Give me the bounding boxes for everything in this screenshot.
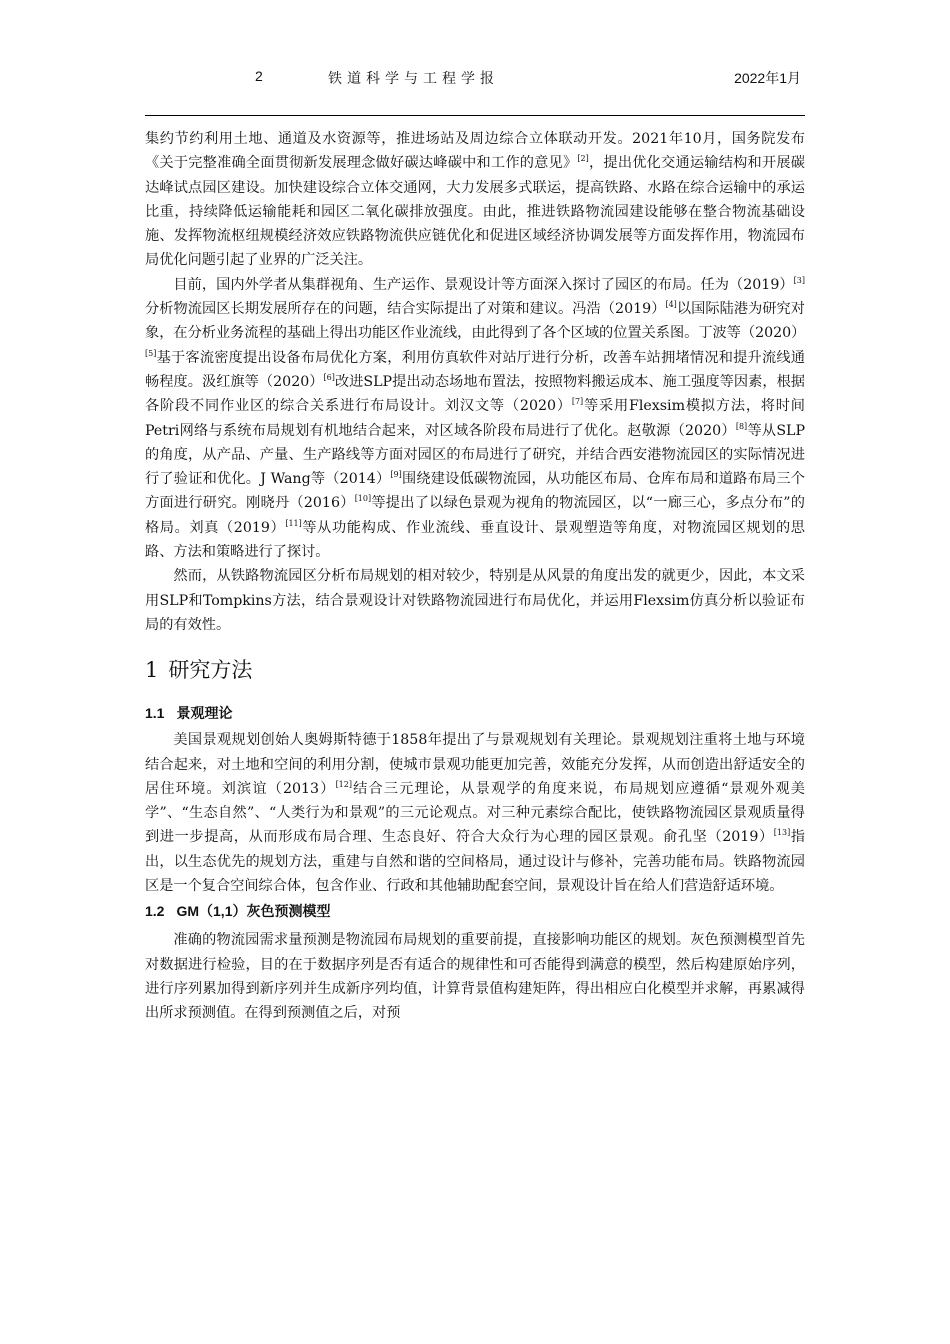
- running-header: [145, 64, 805, 90]
- intro-p2-text-j: 等从功能构成、作业流线、垂直设计、景观塑造等角度，对物流园区规划的思路、方法和策略进行了探讨。: [145, 519, 805, 561]
- intro-p2-text-c: 以国际陆港为研究对象，在分析业务流程的基础上得出功能区作业流线，由此得到了各个区域的位置关系图。丁波等（2020）: [145, 301, 806, 342]
- citation-5: [5]: [145, 348, 157, 358]
- intro-p2-text-a: 目前，国内外学者从集群视角、生产运作、景观设计等方面深入探讨了园区的布局。任为（2019）: [173, 276, 794, 293]
- subsection-heading-1-2: [145, 900, 805, 922]
- citation-7: [7]: [571, 397, 584, 407]
- citation-8: [8]: [735, 421, 748, 431]
- citation-6: [6]: [323, 372, 335, 382]
- landscape-text-a: 美国景观规划创始人奥姆斯特德于1858年提出了与景观规划有关理论。景观规划注重将土地与环境结合起来，对土地和空间的利用分割，使城市景观功能更加完善，效能充分发挥，从而创造出舒适安全的居住环境。刘滨谊（2013）: [145, 732, 805, 797]
- landscape-text-c: 指出，以生态优先的规划方法，重建与自然和谐的空间格局，通过设计与修补，完善功能布局。铁路物流园区是一个复合空间综合体，包含作业、行政和其他辅助配套空间，景观设计旨在给人们营造舒适环境。: [145, 829, 805, 895]
- citation-13: [13]: [773, 828, 791, 838]
- intro-p2-text-f: 等采用Flexsim模拟方法，将时间Petri网络与系统布局规划有机地结合起来，对区域各阶段布局进行了优化。赵敬源（2020）: [145, 398, 805, 439]
- citation-10: [10]: [354, 494, 372, 504]
- subsection-title: GM（1,1）灰色预测模型: [176, 903, 331, 920]
- intro-p1-text-a: 集约节约利用土地、通道及水资源等，推进场站及周边综合立体联动开发。2021年10月，国务院发布《关于完整准确全面贯彻新发展理念做好碳达峰碳中和工作的意见》: [145, 131, 805, 172]
- subsection-number: 1.1: [145, 705, 165, 722]
- intro-p2-text-b: 分析物流园区长期发展所存在的问题，结合实际提出了对策和建议。冯浩（2019）: [145, 301, 666, 318]
- citation-4: [4]: [665, 300, 677, 310]
- section-heading: [145, 653, 805, 687]
- landscape-text-b: 结合三元理论，从景观学的角度来说，布局规划应遵循“景观外观美学”、“生态自然”、“人类行为和景观”的三元论观点。对三种元素综合配比，使铁路物流园区景观质量得到进一步提高，从而形成布局合理、生态良好、符合大众行为心理的园区景观。俞孔坚（2019）: [145, 780, 805, 846]
- intro-p2-text-g: 等从SLP的角度，从产品、产量、生产路线等方面对园区的布局进行了研究，并结合西安港物流园区的实际情况进行了验证和优化。J Wang等（2014）: [145, 422, 806, 488]
- citation-12: [12]: [335, 779, 352, 789]
- intro-paragraph-2: [145, 273, 805, 565]
- page-number: 2: [255, 68, 263, 84]
- landscape-theory-paragraph: [145, 728, 805, 898]
- grey-model-paragraph: 准确的物流园需求量预测是物流园布局规划的重要前提，直接影响功能区的规划。灰色预测模型首先对数据进行检验，目的在于数据序列是否有适合的规律性和可否能得到满意的模型，然后构建原始序列，进行序列累加得到新序列并生成新序列均值，计算背景值构建矩阵，得出相应白化模型并求解，再累减得出所求预测值。在得到预测值之后，对预: [145, 932, 805, 1022]
- subsection-heading-1-1: [145, 702, 805, 724]
- issue-date: 2022年1月: [734, 70, 801, 86]
- citation-2: [2]: [577, 154, 589, 164]
- section-number: 1: [145, 658, 159, 683]
- intro-p2-text-h: 围绕建设低碳物流园，从功能区布局、仓库布局和道路布局三个方面进行研究。刚晓丹（2016）: [145, 471, 805, 512]
- intro-paragraph-1: [145, 127, 805, 273]
- intro-p1-text-b: ，提出优化交通运输结构和开展碳达峰试点园区建设。加快建设综合立体交通网，大力发展多式联运，提高铁路、水路在综合运输中的承运比重，持续降低运输能耗和园区二氧化碳排放强度。由此，推进铁路物流园建设能够在整合物流基础设施、发挥物流枢纽规模经济效应铁路物流供应链优化和促进区域经济协调发展等方面发挥作用，物流园布局优化问题引起了业界的广泛关注。: [145, 155, 805, 269]
- section-title: 研究方法: [168, 658, 253, 683]
- citation-11: [11]: [285, 518, 302, 528]
- subsection-title: 景观理论: [176, 705, 233, 722]
- citation-9: [9]: [390, 470, 402, 480]
- header-rule: [145, 115, 805, 116]
- intro-p2-text-d: 基于客流密度提出设备布局优化方案，利用仿真软件对站厅进行分析，改善车站拥堵情况和提升流线通畅程度。汲红旗等（2020）: [145, 349, 805, 390]
- intro-p2-text-i: 等提出了以绿色景观为视角的物流园区，以“一廊三心，多点分布”的格局。刘真（2019）: [145, 495, 805, 536]
- intro-paragraph-3: 然而，从铁路物流园区分析布局规划的相对较少，特别是从风景的角度出发的就更少，因此，本文采用SLP和Tompkins方法，结合景观设计对铁路物流园进行布局优化，并运用Flexsim仿真分析以验证布局的有效性。: [145, 568, 805, 633]
- subsection-number: 1.2: [145, 903, 165, 920]
- journal-name: 铁道科学与工程学报: [328, 70, 499, 86]
- intro-p2-text-e: 改进SLP提出动态场地布置法，按照物料搬运成本、施工强度等因素，根据各阶段不同作业区的综合关系进行布局设计。刘汉文等（2020）: [145, 373, 805, 415]
- page-body: [145, 127, 805, 1026]
- citation-3: [3]: [793, 275, 805, 285]
